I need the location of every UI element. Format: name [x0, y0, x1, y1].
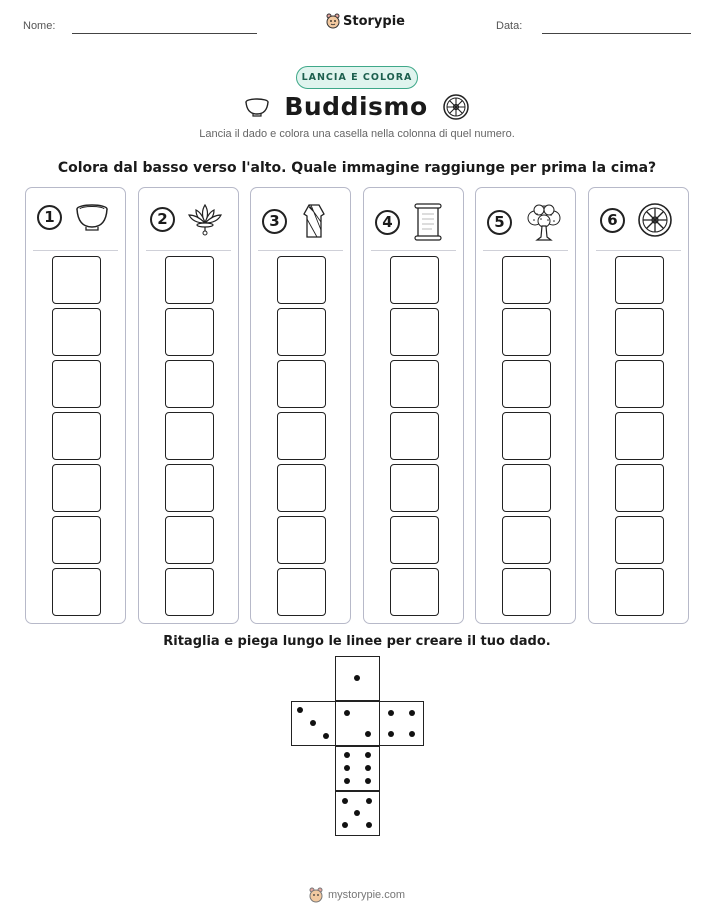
- die-pip: [365, 731, 371, 737]
- date-line[interactable]: [542, 33, 691, 34]
- die-pip: [388, 710, 394, 716]
- storypie-logo: [326, 13, 405, 29]
- pie-mascot-icon: [309, 887, 323, 903]
- die-pip: [344, 710, 350, 716]
- color-box[interactable]: [615, 412, 664, 460]
- column-divider: [258, 250, 343, 251]
- die-pip: [310, 720, 316, 726]
- column-header: [487, 202, 564, 242]
- color-box[interactable]: [615, 360, 664, 408]
- die-pip: [344, 778, 350, 784]
- die-instruction: Ritaglia e piega lungo le linee per creare il tuo dado.: [163, 634, 551, 649]
- color-box[interactable]: [390, 256, 439, 304]
- color-box[interactable]: [390, 568, 439, 616]
- color-box[interactable]: [502, 464, 551, 512]
- color-box[interactable]: [52, 516, 101, 564]
- color-box[interactable]: [502, 412, 551, 460]
- bodhi-tree-icon: [524, 202, 564, 242]
- die-face-6: [335, 746, 380, 791]
- column-number: 2: [150, 207, 175, 232]
- column-3: [250, 187, 351, 624]
- color-box[interactable]: [502, 516, 551, 564]
- die-pip: [354, 675, 360, 681]
- color-box[interactable]: [390, 360, 439, 408]
- die-pip: [409, 731, 415, 737]
- die-pip: [344, 765, 350, 771]
- color-box[interactable]: [277, 412, 326, 460]
- column-2: [138, 187, 239, 624]
- color-box[interactable]: [165, 568, 214, 616]
- color-box[interactable]: [52, 568, 101, 616]
- date-label: Data:: [496, 20, 523, 32]
- color-box[interactable]: [277, 360, 326, 408]
- column-divider: [483, 250, 568, 251]
- color-box[interactable]: [165, 412, 214, 460]
- color-box[interactable]: [502, 308, 551, 356]
- column-header: [600, 202, 673, 238]
- scroll-icon: [412, 202, 444, 242]
- lotus-icon: [187, 202, 223, 236]
- color-box[interactable]: [165, 308, 214, 356]
- color-box[interactable]: [165, 360, 214, 408]
- color-box[interactable]: [502, 568, 551, 616]
- column-divider: [33, 250, 118, 251]
- color-box[interactable]: [277, 568, 326, 616]
- die-pip: [365, 765, 371, 771]
- die-pip: [342, 798, 348, 804]
- column-number: 1: [37, 205, 62, 230]
- page-title: Buddismo: [284, 92, 428, 121]
- color-box[interactable]: [502, 256, 551, 304]
- color-box[interactable]: [52, 412, 101, 460]
- die-pip: [344, 752, 350, 758]
- color-box[interactable]: [277, 464, 326, 512]
- column-1: [25, 187, 126, 624]
- activity-badge: LANCIA E COLORA: [296, 66, 418, 89]
- color-box[interactable]: [390, 308, 439, 356]
- color-box[interactable]: [615, 256, 664, 304]
- color-box[interactable]: [277, 256, 326, 304]
- subtitle: Lancia il dado e colora una casella nella colonna di quel numero.: [199, 128, 515, 140]
- die-pip: [409, 710, 415, 716]
- dharma-wheel-icon: [442, 93, 470, 121]
- column-number: 3: [262, 209, 287, 234]
- column-4: [363, 187, 464, 624]
- color-box[interactable]: [615, 568, 664, 616]
- color-box[interactable]: [277, 308, 326, 356]
- die-pip: [365, 752, 371, 758]
- die-face-1: [335, 656, 380, 701]
- footer-url[interactable]: mystorypie.com: [327, 889, 406, 901]
- die-pip: [366, 798, 372, 804]
- column-header: [262, 202, 329, 240]
- die-pip: [388, 731, 394, 737]
- color-box[interactable]: [502, 360, 551, 408]
- color-box[interactable]: [390, 464, 439, 512]
- color-box[interactable]: [615, 516, 664, 564]
- die-pip: [297, 707, 303, 713]
- column-number: 5: [487, 210, 512, 235]
- title-row: [0, 92, 714, 121]
- name-label: Nome:: [23, 20, 56, 32]
- alms-bowl-icon: [74, 202, 110, 232]
- color-box[interactable]: [52, 256, 101, 304]
- color-box[interactable]: [390, 516, 439, 564]
- color-box[interactable]: [390, 412, 439, 460]
- die-face-4: [379, 701, 424, 746]
- color-box[interactable]: [165, 516, 214, 564]
- color-box[interactable]: [277, 516, 326, 564]
- column-divider: [596, 250, 681, 251]
- die-face-3: [291, 701, 336, 746]
- color-box[interactable]: [52, 308, 101, 356]
- column-divider: [371, 250, 456, 251]
- die-pip: [365, 778, 371, 784]
- die-pip: [342, 822, 348, 828]
- die-face-5: [335, 791, 380, 836]
- die-pip: [323, 733, 329, 739]
- die-pip: [366, 822, 372, 828]
- name-line[interactable]: [72, 33, 257, 34]
- footer: [0, 887, 714, 903]
- column-header: [37, 202, 110, 232]
- instruction-text: Colora dal basso verso l'alto. Quale immagine raggiunge per prima la cima?: [57, 160, 657, 176]
- color-box[interactable]: [615, 464, 664, 512]
- column-divider: [146, 250, 231, 251]
- column-header: [375, 202, 444, 242]
- column-header: [150, 202, 223, 236]
- column-6: [588, 187, 689, 624]
- monk-robe-icon: [299, 202, 329, 240]
- color-box[interactable]: [52, 360, 101, 408]
- die-face-2: [335, 701, 380, 746]
- color-box[interactable]: [165, 464, 214, 512]
- color-box[interactable]: [165, 256, 214, 304]
- column-number: 4: [375, 210, 400, 235]
- die-pip: [354, 810, 360, 816]
- column-5: [475, 187, 576, 624]
- brand-name: Storypie: [343, 13, 405, 29]
- color-box[interactable]: [52, 464, 101, 512]
- column-number: 6: [600, 208, 625, 233]
- pie-mascot-icon: [326, 13, 340, 29]
- color-box[interactable]: [615, 308, 664, 356]
- alms-bowl-icon: [244, 97, 270, 117]
- dharma-wheel-icon: [637, 202, 673, 238]
